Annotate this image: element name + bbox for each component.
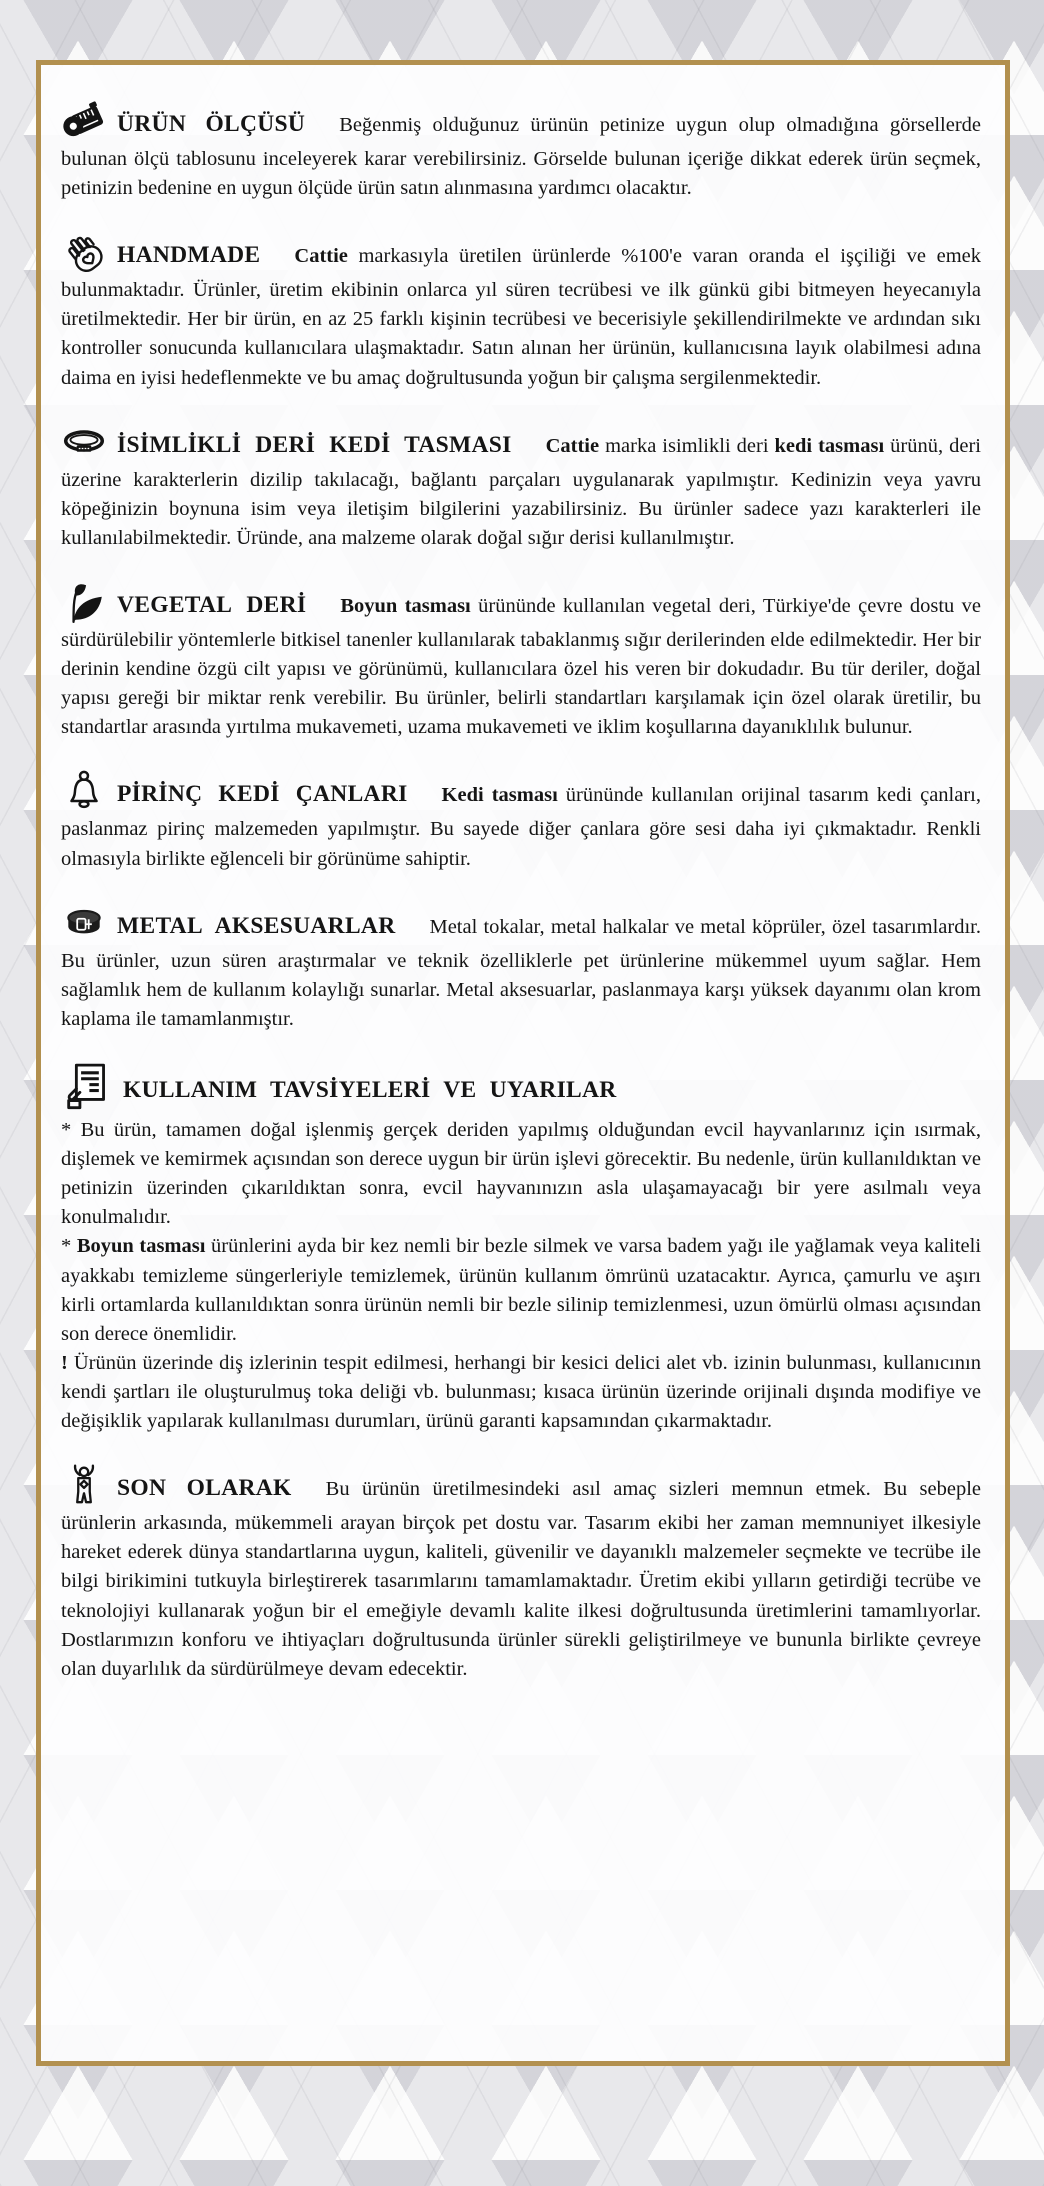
section-title: SON OLARAK <box>117 1475 292 1502</box>
bold-text-run: kedi tasması <box>774 434 885 457</box>
text-run: * <box>61 1235 77 1258</box>
warning-paragraph <box>61 1116 981 1232</box>
text-run: ürünlerini ayda bir kez nemli bir bezle silmek ve varsa badem yağı ile yağlamak veya kaliteli ayakkabı temizleme süngerleriyle temizlemek, ürünün kullanım ömrünü uzatacaktır. Ayrıca, çamurlu ve aşırı kirli ortamlarda kullanıldıktan sonra ürünün nemli bir bezle silinip temizlenmesi, uzun ömürlü olması açısından son derece önemlidir. <box>61 1235 982 1345</box>
warning-paragraph <box>61 1232 981 1348</box>
bold-text-run: Kedi tasması <box>441 784 558 807</box>
text-run: * Bu ürün, tamamen doğal işlenmiş gerçek deriden yapılmış olduğundan evcil hayvanlarınız için ısırmak, dişlemek ve kemirmek açısından son derece uygun bir ürün işlevi görecektir. Bu nedenle, ürün kullanıldıktan ve petinizin üzerinden çıkarıldıktan sonra, evcil hayvanınızın asla ulaşamayacağı bir yere asılmalı veya konulmalıdır. <box>61 1118 981 1229</box>
text-run: ürününde kullanılan vegetal deri, Türkiye'de çevre dostu ve sürdürülebilir yöntemlerle bitkisel tanenler kullanılarak tabaklanmış sığır derilerinden elde edilmektedir. Her bir derinin kendine özgü cilt yapısı ve görünümü, kullanıcılara özel his veren bir dokudadır. Bu tür deriler, doğal yapısı gereği bir miktar renk verebilir. Bu ürünler, belirli standartları karşılamak için özel olarak üretilir, bu standartlar arasında yırtılma mukavemeti, uzama mukavemeti ve iklim koşullarına dayanıklılık bulunur. <box>61 594 981 739</box>
bold-text-run: Boyun tasması <box>340 594 471 617</box>
section-heading-line <box>61 1061 981 1113</box>
section-isimlikli-deri-kedi-tasmasi <box>61 420 981 553</box>
section-title: PİRİNÇ KEDİ ÇANLARI <box>117 781 408 808</box>
section-title: VEGETAL DERİ <box>117 591 307 618</box>
section-urun-olcusu <box>61 99 981 203</box>
text-run: ürünü, deri üzerine karakterlerin dizilip takılacağı, bağlantı parçaları uygulanarak yapılmıştır. Kedinizin veya yavru köpeğinizin boynuna isim veya iletişim bilgilerini yazabilirsiniz. Bu ürünler sadece yazı karakterleri ile kullanılabilmektedir. Üründe, ana malzeme olarak doğal sığır derisi kullanılmıştır. <box>61 434 981 549</box>
warning-paragraph <box>61 1349 981 1436</box>
text-run: ürününde kullanılan orijinal tasarım kedi çanları, paslanmaz pirinç malzemeden yapılmıştır. Bu sayede diğer çanlara göre sesi daha iyi çıkmaktadır. Renkli olmasıyla birlikte eğlenceli bir görünüme sahiptir. <box>61 784 981 870</box>
section-title: METAL AKSESUARLAR <box>117 912 396 939</box>
text-run: markasıyla üretilen ürünlerde %100'e varan oranda el işçiliği ve emek bulunmaktadır. Ürünler, üretim ekibinin onlarca yıl süren tecrübesi ve ilk günkü gibi bitmeyen heyecanıyla üretilmektedir. Her bir ürün, en az 25 farklı kişinin tecrübesi ve becerisiyle şekillendirilmekte ve ardından sıkı kontroller sonucunda kullanıcılara ulaşmaktadır. Satın alınan her ürünün, kullanıcısına layık olabilmesi adına daima en iyisi hedeflenmekte ve bu amaç doğrultusunda yoğun bir çalışma sergilenmektedir. <box>61 245 981 389</box>
text-run: Ürünün üzerinde diş izlerinin tespit edilmesi, herhangi bir kesici delici alet vb. izinin bulunması, kullanıcının kendi şartları ile oluşturulmuş toka deliği vb. bulunması; kısaca ürünün üzerinde orijinali dışında modifiye ve değişiklik yapılarak kullanılması durumları, ürünü garanti kapsamından çıkarmaktadır. <box>61 1351 981 1433</box>
document-in-hand-icon <box>61 1061 113 1113</box>
section-title: ÜRÜN ÖLÇÜSÜ <box>117 111 306 137</box>
text-run: marka isimlikli deri <box>599 434 775 457</box>
metal-collar-buckle-icon <box>61 901 107 947</box>
section-title: HANDMADE <box>117 242 261 269</box>
bold-text-run: Cattie <box>545 434 600 457</box>
bold-text-run: Cattie <box>294 245 348 268</box>
leaf-icon <box>61 580 107 626</box>
section-vegetal-deri <box>61 580 981 742</box>
bold-text-run: ! <box>61 1351 68 1374</box>
section-metal-aksesuarlar <box>61 901 981 1034</box>
collar-ring-icon <box>61 420 107 466</box>
section-kullanim-tavsiyeleri <box>61 1061 981 1436</box>
text-run: Bu ürünün üretilmesindeki asıl amaç sizleri memnun etmek. Bu sebeple ürünlerin arkasında, mükemmeli arayan birçok pet dostu var. Tasarım ekibi her zaman memnuniyet ilkesiyle hareket ederek dünya standartlarına uygun, kaliteli, güvenilir ve dayanıklı malzemeler seçmekte ve tecrübe ile bilgi birikimini tutkuyla birleştirerek tasarımlarını tamamlamaktadır. Üretim ekibi yılların getirdiği tecrübe ve teknolojiyi kullanarak yoğun bir el emeğiyle devamlı kalite ilkesi doğrultusunda üretimlerini tamamlıyorlar. Dostlarımızın konforu ve ihtiyaçları doğrultusunda ürünler sürekli geliştirilmeye ve bununla birlikte çevreye olan duyarlılık da sürdürülmeye devam edecektir. <box>61 1478 982 1680</box>
section-pirinc-kedi-canlari <box>61 769 981 873</box>
text-run: Beğenmiş olduğunuz ürünün petinize uygun olup olmadığına görsellerde bulunan ölçü tablosunu inceleyerek karar verebilirsiniz. Görselde bulunan içeriğe dikkat ederek ürün seçmek, petinizin bedenine en uygun ölçüde ürün satın alınmasına yardımcı olacaktır. <box>61 114 981 200</box>
bell-icon <box>61 769 107 815</box>
bold-text-run: Boyun tasması <box>76 1235 206 1258</box>
section-body-text <box>61 1478 981 1680</box>
section-handmade <box>61 230 981 392</box>
hand-heart-icon <box>61 230 107 276</box>
section-title: İSİMLİKLİ DERİ KEDİ TASMASI <box>117 431 512 458</box>
text-run: Metal tokalar, metal halkalar ve metal köprüler, özel tasarımlardır. Bu ürünler, uzun süren araştırmalar ve teknik özelliklerle pet ürünlerine mükemmel uyum sağlar. Hem sağlamlık hem de kullanım kolaylığı sunarlar. Metal aksesuarlar, paslanmaya karşı yüksek dayanımı olan krom kaplama ile tamamlanmıştır. <box>61 915 982 1030</box>
tape-measure-icon <box>61 99 107 145</box>
cheering-person-icon <box>61 1463 107 1509</box>
section-title: KULLANIM TAVSİYELERİ VE UYARILAR <box>123 1076 617 1103</box>
page-background <box>0 60 1044 2186</box>
gold-framed-content-panel <box>36 60 1010 2066</box>
section-son-olarak <box>61 1463 981 1684</box>
